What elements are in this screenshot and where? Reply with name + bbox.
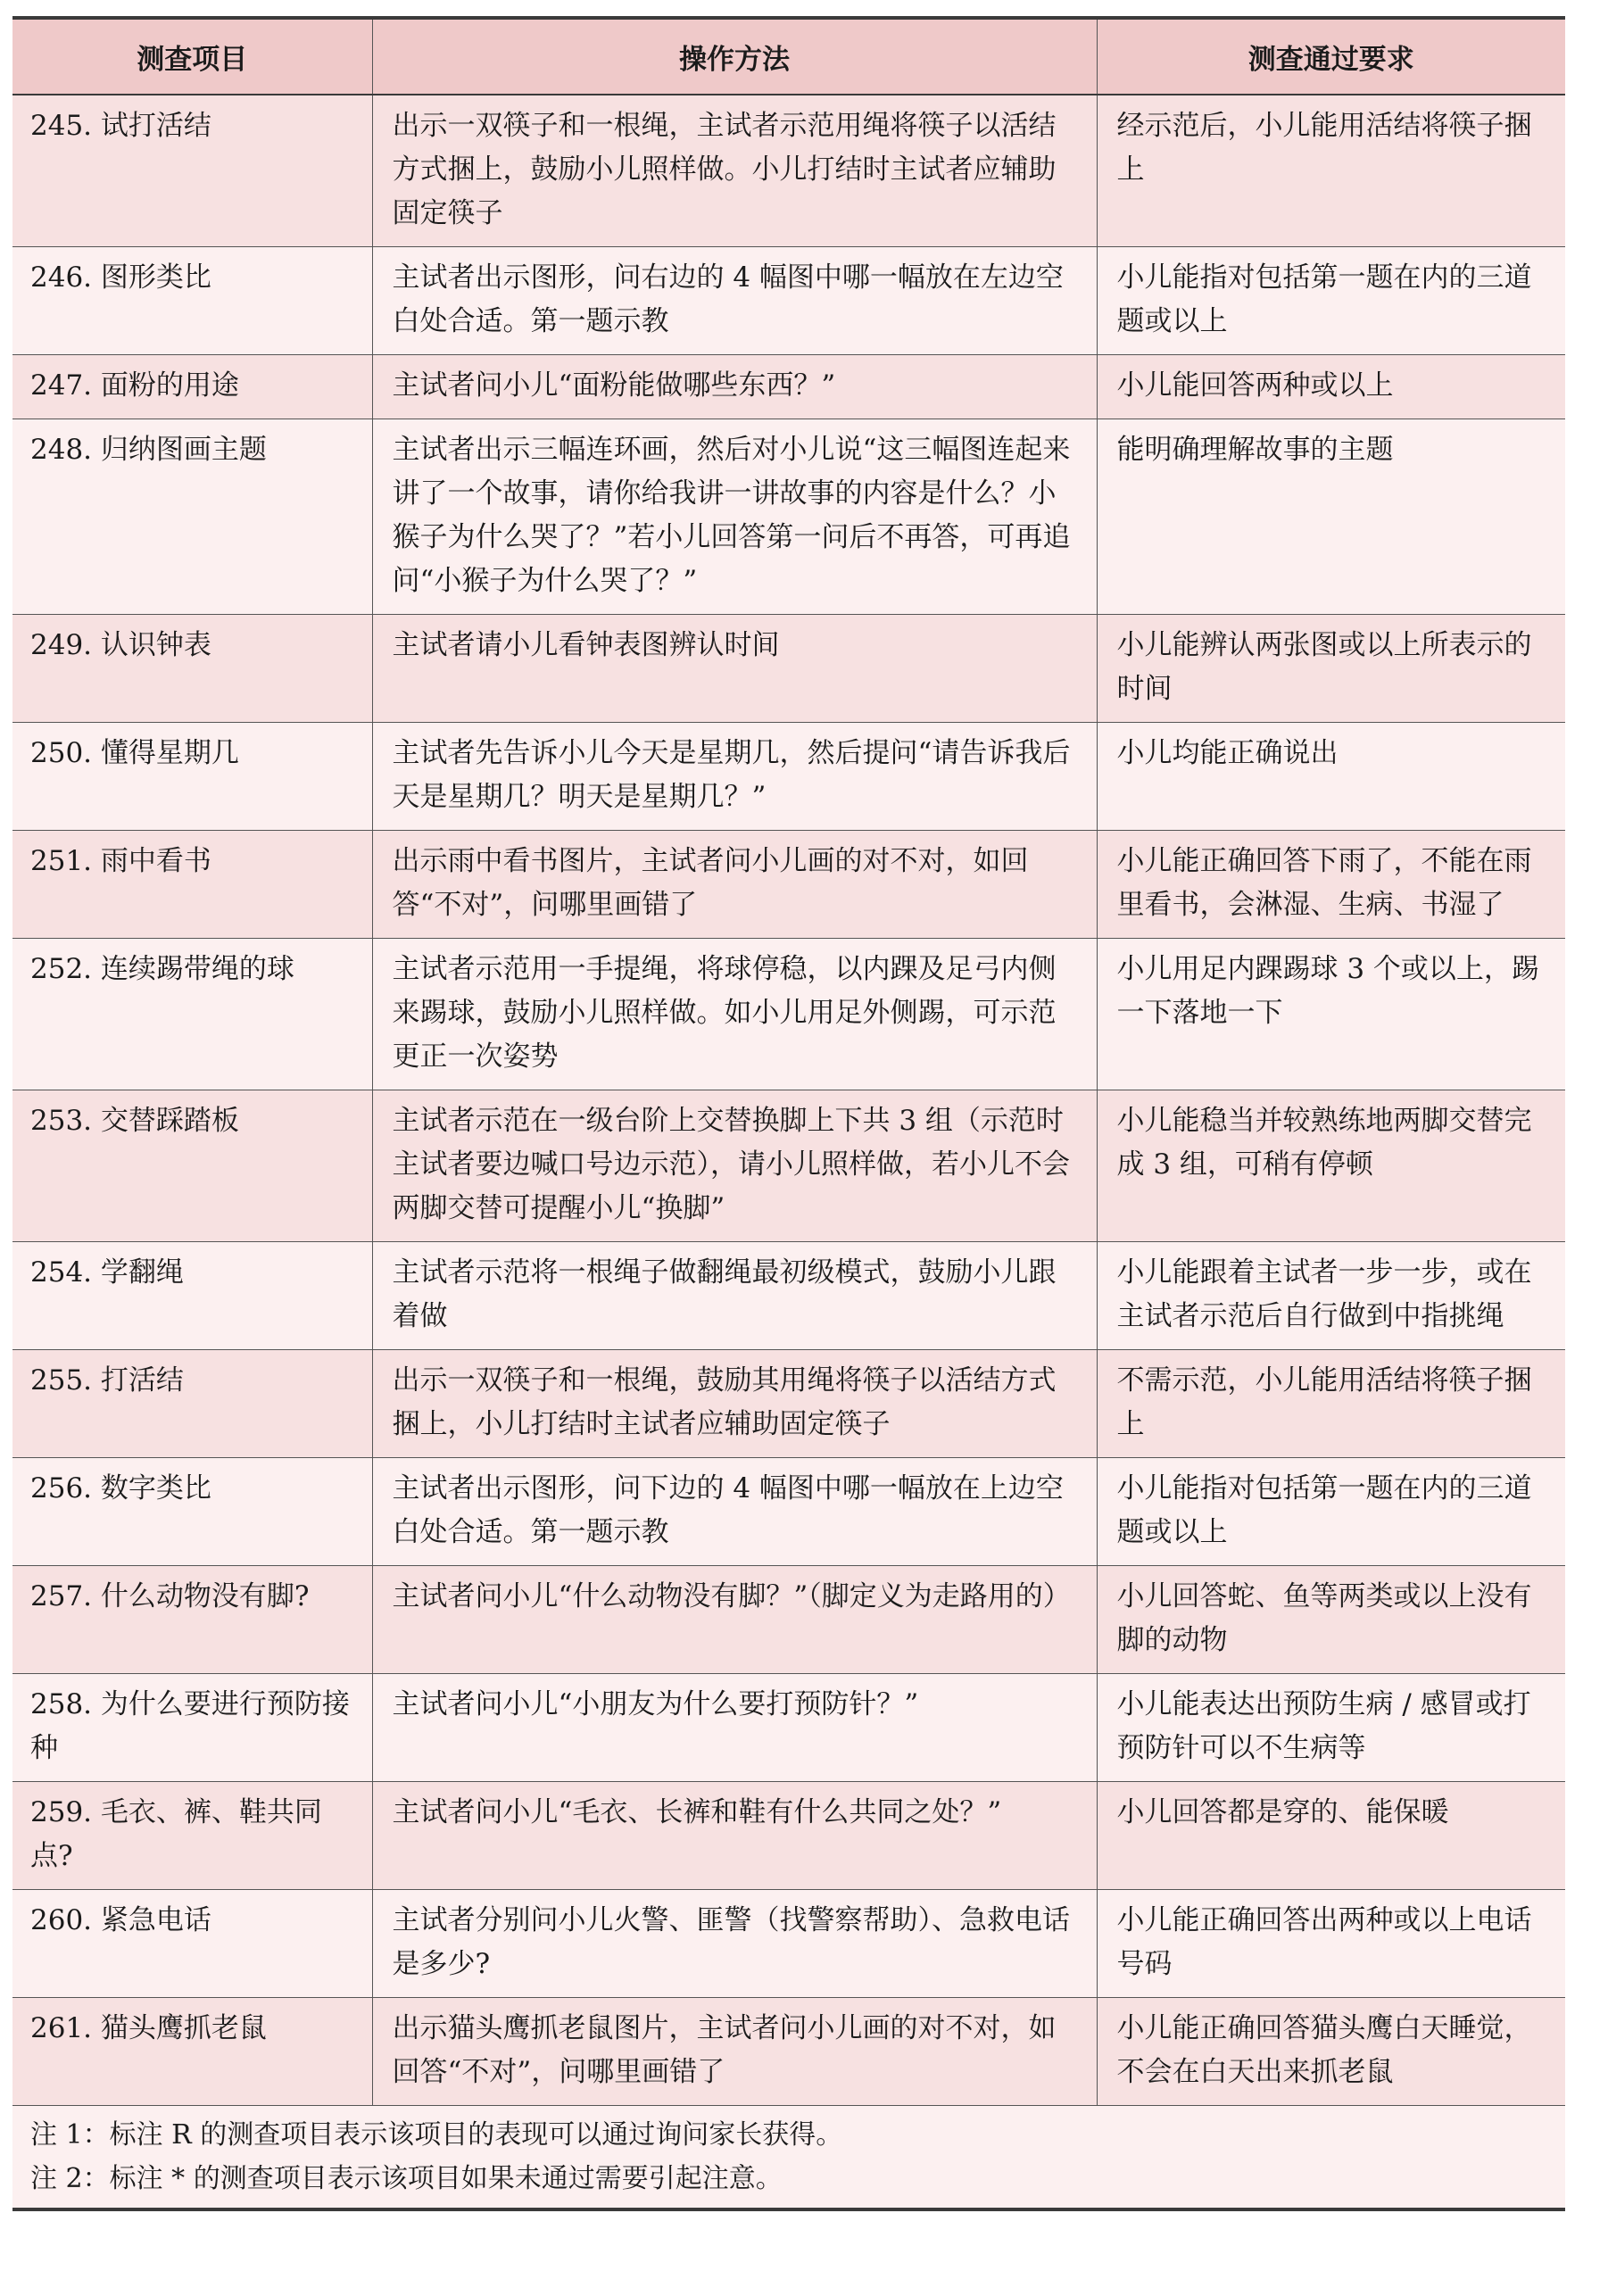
table-row — [12, 939, 1565, 1090]
method-cell: 主试者问小儿“面粉能做哪些东西？” — [372, 355, 1097, 419]
item-cell: 247. 面粉的用途 — [12, 355, 372, 419]
table-row — [12, 419, 1565, 615]
method-cell: 主试者问小儿“小朋友为什么要打预防针？” — [372, 1674, 1097, 1782]
method-cell: 主试者出示图形，问右边的 4 幅图中哪一幅放在左边空白处合适。第一题示教 — [372, 247, 1097, 355]
requirement-cell: 小儿能正确回答猫头鹰白天睡觉，不会在白天出来抓老鼠 — [1097, 1998, 1565, 2106]
note-1: 注 1：标注 R 的测查项目表示该项目的表现可以通过询问家长获得。 — [30, 2119, 843, 2151]
notes-cell — [12, 2106, 1565, 2210]
requirement-cell: 小儿能辨认两张图或以上所表示的时间 — [1097, 615, 1565, 723]
requirement-cell: 能明确理解故事的主题 — [1097, 419, 1565, 615]
table-row — [12, 95, 1565, 247]
item-cell: 255. 打活结 — [12, 1350, 372, 1458]
item-cell: 260. 紧急电话 — [12, 1890, 372, 1998]
method-cell: 主试者出示图形，问下边的 4 幅图中哪一幅放在上边空白处合适。第一题示教 — [372, 1458, 1097, 1566]
table-row — [12, 1458, 1565, 1566]
item-cell: 256. 数字类比 — [12, 1458, 372, 1566]
document-page — [12, 16, 1565, 2211]
requirement-cell: 小儿能正确回答出两种或以上电话号码 — [1097, 1890, 1565, 1998]
item-cell: 252. 连续踢带绳的球 — [12, 939, 372, 1090]
table-row — [12, 1350, 1565, 1458]
table-row — [12, 1782, 1565, 1890]
table-row — [12, 1674, 1565, 1782]
assessment-table — [12, 16, 1565, 2211]
method-cell: 主试者问小儿“什么动物没有脚？”（脚定义为走路用的） — [372, 1566, 1097, 1674]
method-cell: 主试者示范在一级台阶上交替换脚上下共 3 组（示范时主试者要边喊口号边示范），请小儿照样做，若小儿不会两脚交替可提醒小儿“换脚” — [372, 1090, 1097, 1242]
requirement-cell: 小儿能指对包括第一题在内的三道题或以上 — [1097, 1458, 1565, 1566]
table-row — [12, 831, 1565, 939]
table-row — [12, 355, 1565, 419]
requirement-cell: 不需示范，小儿能用活结将筷子捆上 — [1097, 1350, 1565, 1458]
header-method: 操作方法 — [372, 18, 1097, 95]
method-cell: 出示一双筷子和一根绳，鼓励其用绳将筷子以活结方式捆上，小儿打结时主试者应辅助固定筷子 — [372, 1350, 1097, 1458]
table-row — [12, 1242, 1565, 1350]
method-cell: 出示雨中看书图片，主试者问小儿画的对不对，如回答“不对”，问哪里画错了 — [372, 831, 1097, 939]
header-item: 测查项目 — [12, 18, 372, 95]
item-cell: 254. 学翻绳 — [12, 1242, 372, 1350]
table-row — [12, 1998, 1565, 2106]
method-cell: 主试者分别问小儿火警、匪警（找警察帮助）、急救电话是多少? — [372, 1890, 1097, 1998]
item-cell: 246. 图形类比 — [12, 247, 372, 355]
method-cell: 主试者示范用一手提绳，将球停稳，以内踝及足弓内侧来踢球，鼓励小儿照样做。如小儿用足外侧踢，可示范更正一次姿势 — [372, 939, 1097, 1090]
item-cell: 253. 交替踩踏板 — [12, 1090, 372, 1242]
requirement-cell: 经示范后，小儿能用活结将筷子捆上 — [1097, 95, 1565, 247]
requirement-cell: 小儿均能正确说出 — [1097, 723, 1565, 831]
header-requirement: 测查通过要求 — [1097, 18, 1565, 95]
table-row — [12, 723, 1565, 831]
table-body — [12, 95, 1565, 2106]
requirement-cell: 小儿能回答两种或以上 — [1097, 355, 1565, 419]
method-cell: 主试者请小儿看钟表图辨认时间 — [372, 615, 1097, 723]
item-cell: 257. 什么动物没有脚? — [12, 1566, 372, 1674]
method-cell: 出示一双筷子和一根绳，主试者示范用绳将筷子以活结方式捆上，鼓励小儿照样做。小儿打结时主试者应辅助固定筷子 — [372, 95, 1097, 247]
table-header-row — [12, 18, 1565, 95]
item-cell: 250. 懂得星期几 — [12, 723, 372, 831]
requirement-cell: 小儿能跟着主试者一步一步，或在主试者示范后自行做到中指挑绳 — [1097, 1242, 1565, 1350]
table-row — [12, 1090, 1565, 1242]
item-cell: 248. 归纳图画主题 — [12, 419, 372, 615]
requirement-cell: 小儿回答蛇、鱼等两类或以上没有脚的动物 — [1097, 1566, 1565, 1674]
item-cell: 261. 猫头鹰抓老鼠 — [12, 1998, 372, 2106]
table-row — [12, 247, 1565, 355]
method-cell: 主试者示范将一根绳子做翻绳最初级模式，鼓励小儿跟着做 — [372, 1242, 1097, 1350]
method-cell: 主试者出示三幅连环画，然后对小儿说“这三幅图连起来讲了一个故事，请你给我讲一讲故事的内容是什么？小猴子为什么哭了？”若小儿回答第一问后不再答，可再追问“小猴子为什么哭了？” — [372, 419, 1097, 615]
item-cell: 251. 雨中看书 — [12, 831, 372, 939]
requirement-cell: 小儿能指对包括第一题在内的三道题或以上 — [1097, 247, 1565, 355]
table-row — [12, 1566, 1565, 1674]
requirement-cell: 小儿能表达出预防生病 / 感冒或打预防针可以不生病等 — [1097, 1674, 1565, 1782]
note-2: 注 2：标注 * 的测查项目表示该项目如果未通过需要引起注意。 — [30, 2163, 783, 2194]
item-cell: 258. 为什么要进行预防接种 — [12, 1674, 372, 1782]
requirement-cell: 小儿用足内踝踢球 3 个或以上，踢一下落地一下 — [1097, 939, 1565, 1090]
requirement-cell: 小儿能稳当并较熟练地两脚交替完成 3 组，可稍有停顿 — [1097, 1090, 1565, 1242]
item-cell: 245. 试打活结 — [12, 95, 372, 247]
table-row — [12, 615, 1565, 723]
requirement-cell: 小儿能正确回答下雨了，不能在雨里看书，会淋湿、生病、书湿了 — [1097, 831, 1565, 939]
requirement-cell: 小儿回答都是穿的、能保暖 — [1097, 1782, 1565, 1890]
method-cell: 主试者问小儿“毛衣、长裤和鞋有什么共同之处？” — [372, 1782, 1097, 1890]
notes-row — [12, 2106, 1565, 2210]
method-cell: 出示猫头鹰抓老鼠图片，主试者问小儿画的对不对，如回答“不对”，问哪里画错了 — [372, 1998, 1097, 2106]
item-cell: 259. 毛衣、裤、鞋共同点? — [12, 1782, 372, 1890]
method-cell: 主试者先告诉小儿今天是星期几，然后提问“请告诉我后天是星期几？明天是星期几？” — [372, 723, 1097, 831]
item-cell: 249. 认识钟表 — [12, 615, 372, 723]
table-row — [12, 1890, 1565, 1998]
